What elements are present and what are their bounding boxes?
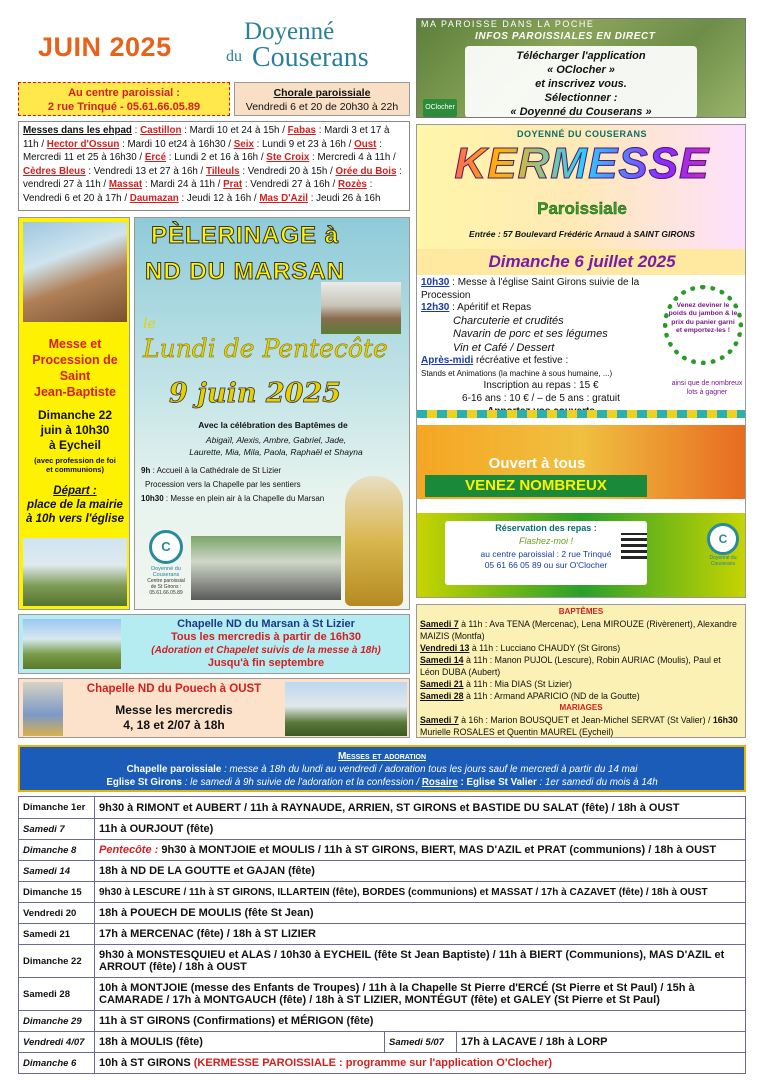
saint-jean-depart: Départ : place de la mairie à 10h vers l'église	[26, 485, 124, 525]
marsan-chapel-image	[321, 282, 401, 334]
app-banner-card	[465, 46, 697, 118]
schedule-day: Samedi 5/07	[385, 1032, 457, 1053]
centre-line1: Au centre paroissial :	[68, 87, 180, 99]
kermesse-reservation-title: Réservation des repas :	[495, 523, 597, 533]
pilgrimage-baptemes-names: Abigaïl, Alexis, Ambre, Gabriel, Jade, Laurette, Mia, Mila, Paola, Raphaël et Shayna	[189, 435, 363, 457]
pilgrimage-title-line1: PÈLERINAGE à	[151, 222, 340, 249]
month-title: JUIN 2025	[38, 32, 172, 62]
ehpad-entry: Daumazan : Jeudi 12 à 16h /	[129, 192, 260, 204]
schedule-row	[19, 840, 746, 861]
schedule-row	[19, 797, 746, 819]
schedule-day: Samedi 21	[19, 924, 95, 945]
schedule-events	[95, 924, 746, 945]
schedule-events	[95, 882, 746, 903]
schedule-row	[19, 945, 746, 978]
kermesse-prog-item: Après-midi récréative et festive :	[421, 355, 569, 367]
kermesse-ouvert-block	[417, 425, 746, 499]
bapteme-item: Samedi 7 à 11h : Ava TENA (Mercenac), Lena MIROUZE (Rivèrenert), Alexandre MAIZIS (Montfa)	[420, 619, 737, 641]
schedule-events	[95, 1053, 746, 1074]
schedule-day: Dimanche 29	[19, 1011, 95, 1032]
ehpad-entry: Rozès : Vendredi 6 et 20 à 17h /	[23, 179, 373, 204]
chorale-title: Chorale paroissiale	[273, 87, 371, 99]
ehpad-masses	[18, 121, 410, 211]
kermesse-ouvert: Ouvert à tous	[488, 455, 586, 472]
kermesse-program	[421, 277, 661, 418]
kermesse-flash: Flashez-moi !	[518, 536, 573, 546]
logo-line1: Doyenné	[244, 18, 335, 45]
kermesse-schedule-note: (KERMESSE PAROISSIALE : programme sur l'application O'Clocher)	[193, 1057, 553, 1069]
ehpad-entry: Ste Croix : Mercredi 4 à 11h /	[266, 152, 396, 163]
chorale-box	[234, 82, 410, 116]
qr-code-icon[interactable]	[621, 533, 647, 559]
bapteme-item: Samedi 28 à 11h : Armand APARICIO (ND de la Goutte)	[420, 691, 640, 701]
ehpad-entry: Oust : Mercredi 11 et 25 à 16h30 /	[23, 138, 382, 163]
pouech-chapel-photo-image	[285, 682, 407, 736]
pilgrimage-prog-item: 9h : Accueil à la Cathédrale de St Lizier	[141, 466, 282, 475]
adoration-line2: Eglise St Girons : le samedi à 9h suivie de l'adoration et la confession / Rosaire : Eglise St Valier : 1er samedi du mois à 14h	[106, 777, 658, 788]
app-banner	[416, 18, 746, 118]
adoration-title: Messes et adoration	[337, 751, 427, 762]
saint-jean-date: Dimanche 22 juin à 10h30 à Eycheil	[37, 408, 113, 452]
schedule-row	[19, 978, 746, 1011]
kermesse-entree: Entrée : 57 Boulevard Frédéric Arnaud à SAINT GIRONS	[469, 229, 695, 239]
ehpad-entry: Castillon : Mardi 10 et 24 à 15h /	[140, 125, 288, 136]
kermesse-paroissiale: Paroissiale	[537, 199, 627, 218]
app-banner-line4: Sélectionner :	[544, 92, 618, 104]
ehpad-entry: Cèdres Bleus : Vendredi 13 et 27 à 16h /	[23, 165, 207, 177]
pilgrimage-day: Lundi de Pentecôte	[143, 334, 388, 363]
saint-jean-column	[18, 217, 130, 610]
logo-line2a: du	[226, 48, 242, 65]
kermesse-venez-nombreux: VENEZ NOMBREUX	[425, 475, 647, 497]
pilgrimage-prog-item: Procession vers la Chapelle par les sentiers	[145, 480, 301, 489]
kermesse-inscription: Inscription au repas : 15 €	[483, 380, 599, 392]
chapelle-pouech-title: Chapelle ND du Pouech à OUST	[86, 683, 262, 695]
schedule-row	[19, 903, 746, 924]
chapelle-pouech-text: Messe les mercredis 4, 18 et 2/07 à 18h	[115, 703, 233, 732]
ehpad-entry: Hector d'Ossun : Mardi 10 et24 à 16h30 /	[46, 138, 234, 150]
schedule-text: 18h à ND DE LA GOUTTE et GAJAN (fête)	[99, 865, 315, 877]
kermesse-prog-item: 10h30 : Messe à l'église Saint Girons suivie de la Procession	[421, 277, 640, 301]
doyenne-logo-icon: C	[707, 523, 739, 555]
kermesse-menu-item: Navarin de porc et ses légumes	[453, 328, 608, 341]
schedule-row	[19, 1053, 746, 1074]
app-banner-line5: « Doyenné du Couserans »	[510, 106, 652, 118]
virgin-statue-image	[345, 476, 403, 606]
schedule-day: Samedi 14	[19, 861, 95, 882]
kermesse-stands: Stands et Animations (la machine à sous humaine, ...)	[421, 368, 613, 378]
kermesse-word: KERMESSE	[417, 139, 746, 189]
schedule-day: Samedi 28	[19, 978, 95, 1011]
chapelle-pouech-box	[18, 678, 410, 738]
saint-jean-note: (avec profession de foi et communions)	[34, 456, 116, 474]
pilgrimage-date: 9 juin 2025	[169, 378, 342, 409]
bapteme-item: Vendredi 13 à 11h : Lucciano CHAUDY (St Girons)	[420, 643, 621, 653]
app-banner-sub: INFOS PAROISSIALES EN DIRECT	[475, 31, 656, 42]
schedule-events	[95, 840, 746, 861]
pilgrimage-logo: C Doyenné du Couserans Centre paroissial de St Girons : 05.61.66.05.89	[141, 530, 191, 606]
kermesse-prizes: ainsi que de nombreux lots à gagner	[671, 380, 743, 396]
kermesse-menu-item: Charcuterie et crudités	[453, 314, 564, 327]
bapteme-item: Samedi 14 à 11h : Manon PUJOL (Lescure), Robin AURIAC (Moulis), Paul et Léon DUBA (Aubert)	[420, 655, 721, 677]
schedule-day: Dimanche 1er	[19, 797, 95, 819]
pilgrimage-program	[141, 464, 341, 506]
kermesse-poster	[416, 124, 746, 598]
pilgrimage-prog-item: 10h30 : Messe en plein air à la Chapelle du Marsan	[141, 494, 325, 503]
kermesse-date: Dimanche 6 juillet 2025	[417, 249, 746, 275]
ehpad-entry: Ercé : Lundi 2 et 16 à 16h /	[144, 152, 267, 163]
messes-adoration-box	[18, 745, 746, 792]
schedule-text: 10h à ST GIRONS	[99, 1057, 194, 1069]
schedule-events	[95, 978, 746, 1011]
kermesse-reservation-card	[445, 521, 647, 585]
schedule-events	[95, 1011, 746, 1032]
app-banner-line2: « OClocher »	[547, 64, 615, 76]
pilgrimage-title-line2: ND DU MARSAN	[145, 258, 345, 285]
schedule-day: Vendredi 20	[19, 903, 95, 924]
schedule-day: Dimanche 6	[19, 1053, 95, 1074]
ehpad-colon: :	[131, 125, 141, 136]
schedule-row	[19, 924, 746, 945]
schedule-events	[95, 819, 746, 840]
schedule-day: Dimanche 22	[19, 945, 95, 978]
pilgrimage-poster	[134, 217, 410, 610]
kermesse-reservation-info: au centre paroissial : 2 rue Trinqué 05 61 66 05 89 ou sur O'Clocher	[480, 549, 612, 570]
pouech-statue-image	[23, 682, 63, 736]
schedule-events: 17h à LACAVE / 18h à LORP	[457, 1032, 746, 1053]
schedule-row	[19, 819, 746, 840]
ehpad-entry: Prat : Vendredi 27 à 16h /	[223, 179, 339, 190]
schedule-day: Samedi 7	[19, 819, 95, 840]
schedule-text: 9h30 à LESCURE / 11h à ST GIRONS, ILLARTEIN (fête), BORDES (communions) et MASSAT / 17h à CAZAVET (fête) / 18h à OUST	[99, 886, 708, 898]
kermesse-decorative-band	[417, 410, 746, 418]
doyenne-logo	[222, 18, 408, 78]
mariages-header: MARIAGES	[559, 703, 603, 712]
sacrements-box	[416, 604, 746, 738]
centre-line2: 2 rue Trinqué - 05.61.66.05.89	[47, 101, 201, 113]
centre-paroissial-box	[18, 82, 230, 116]
procession-photo-image	[191, 536, 341, 600]
schedule-row	[19, 1011, 746, 1032]
schedule-text: 10h à MONTJOIE (messe des Enfants de Troupes) / 11h à la Chapelle St Pierre d'ERCÉ (St Pierre et St Paul) / 15h à CAMARADE / 17h à MONTGAUCH (fête) / 18h à ST LIZIER, MONTÉGUT (fête) et GALEY (St Pierre et St Paul)	[99, 982, 695, 1006]
app-banner-top: MA PAROISSE DANS LA POCHE	[421, 19, 595, 29]
schedule-events	[95, 903, 746, 924]
chorale-text: Vendredi 6 et 20 de 20h30 à 22h	[245, 101, 399, 113]
ehpad-entry: Massat : Mardi 24 à 11h /	[108, 179, 224, 190]
kermesse-logo: C Doyenné du Couserans	[703, 523, 743, 583]
schedule-day: Vendredi 4/07	[19, 1032, 95, 1053]
schedule-row	[19, 1032, 746, 1053]
schedule-events: 18h à MOULIS (fête)	[95, 1032, 385, 1053]
ehpad-entry: Seix : Lundi 9 et 23 à 16h /	[233, 138, 355, 150]
schedule-day: Dimanche 8	[19, 840, 95, 861]
schedule-feast-label: Pentecôte :	[99, 844, 162, 856]
ehpad-label: Messes dans les ehpad	[23, 125, 132, 136]
doyenne-logo-icon: C	[149, 530, 183, 564]
logo-line2b: Couserans	[252, 42, 369, 73]
schedule-row	[19, 861, 746, 882]
schedule-text: 9h30 à MONSTESQUIEU et ALAS / 10h30 à EYCHEIL (fête St Jean Baptiste) / 11h à BIERT (Communions), MAS D'AZIL et ARROUT (fête) / 18h à OUST	[99, 949, 725, 973]
marsan-chapel-photo-image	[23, 619, 121, 669]
oclocher-app-icon: OClocher	[423, 99, 457, 117]
pilgrimage-le: le	[143, 316, 156, 332]
schedule-text: 11h à OURJOUT (fête)	[99, 823, 214, 835]
pilgrimage-baptemes-title: Avec la célébration des Baptêmes de	[198, 420, 348, 430]
schedule-text: 9h30 à RIMONT et AUBERT / 11h à RAYNAUDE, ARRIEN, ST GIRONS et BASTIDE DU SALAT (fête) / 18h à OUST	[99, 801, 680, 814]
adoration-line1: Chapelle paroissiale : messe à 18h du lundi au vendredi / adoration tous les jours sauf le mercredi à partir du 14 mai	[126, 764, 638, 775]
kermesse-jambon-wreath: Venez deviner le poids du jambon & le prix du panier garni et emportez-les !	[663, 285, 743, 365]
kermesse-prices: 6-16 ans : 10 € / – de 5 ans : gratuit	[462, 393, 620, 405]
kermesse-doyenne: DOYENNÉ DU COUSERANS	[516, 129, 647, 139]
schedule-day: Dimanche 15	[19, 882, 95, 903]
schedule-events	[95, 861, 746, 882]
saint-jean-title: Messe et Procession de Saint Jean-Baptiste	[32, 337, 118, 399]
schedule-text: 17h à MERCENAC (fête) / 18h à ST LIZIER	[99, 928, 316, 940]
schedule-text: 11h à ST GIRONS (Confirmations) et MÉRIGON (fête)	[99, 1015, 374, 1027]
ehpad-entry: Orée du Bois : vendredi 27 à 11h /	[23, 165, 402, 190]
app-banner-line3: et inscrivez vous.	[535, 78, 627, 90]
schedule-text: 9h30 à MONTJOIE et MOULIS / 11h à ST GIRONS, BIERT, MAS D'AZIL et PRAT (communions) / 18h à OUST	[161, 844, 717, 856]
schedule-text: 18h à POUECH DE MOULIS (fête St Jean)	[99, 907, 314, 919]
kermesse-header	[417, 125, 746, 249]
kermesse-reservation-block	[417, 513, 746, 598]
baptemes-header: BAPTÊMES	[558, 607, 604, 616]
ehpad-entry: Fabas : Mardi 3 et 17 à 11h /	[23, 125, 390, 150]
bapteme-item: Samedi 21 à 11h : Mia DIAS (St Lizier)	[420, 679, 572, 689]
app-banner-line1: Télécharger l'application	[516, 50, 646, 62]
schedule-table	[18, 796, 746, 1074]
kermesse-menu-item: Vin et Café / Dessert	[453, 341, 555, 354]
eycheil-church-image	[23, 538, 127, 606]
chapelle-marsan-box	[18, 614, 410, 674]
schedule-events	[95, 945, 746, 978]
ehpad-entry: Mas D'Azil : Jeudi 26 à 16h	[259, 192, 381, 204]
mariage-item: Samedi 7 à 16h : Marion BOUSQUET et Jean-Michel SERVAT (St Valier) / 16h30 Murielle ROSALES et Quentin MAUREL (Eycheil)	[420, 715, 738, 737]
chapelle-marsan-text: Chapelle ND du Marsan à St Lizier Tous les mercredis à partir de 16h30 (Adoration et Chapelet suivis de la messe à 18h) Jusqu'à fin septembre	[151, 618, 381, 669]
schedule-events	[95, 797, 746, 819]
ehpad-entry: Tilleuls : Vendredi 20 à 15h /	[206, 165, 336, 177]
kermesse-prog-item: 12h30 : Apéritif et Repas	[421, 302, 532, 314]
schedule-row	[19, 882, 746, 903]
saint-jean-painting-image	[23, 222, 127, 322]
